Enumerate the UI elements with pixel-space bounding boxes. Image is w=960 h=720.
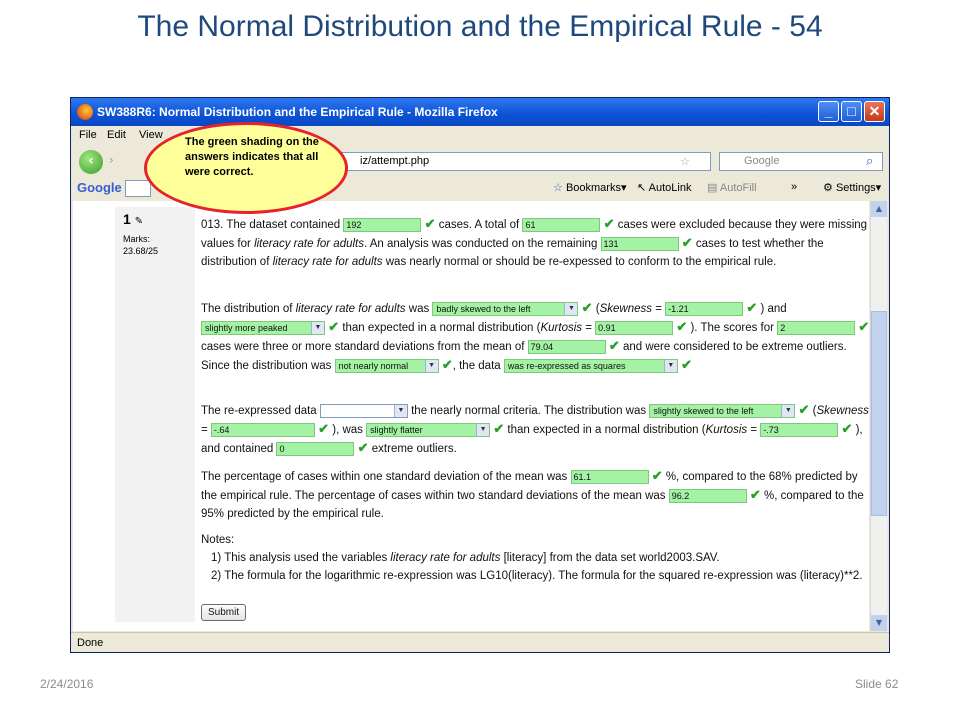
check-icon: ✔ bbox=[441, 357, 453, 372]
check-icon: ✔ bbox=[651, 468, 663, 483]
question-info-panel bbox=[115, 207, 195, 622]
submit-row bbox=[201, 603, 871, 621]
callout-text: The green shading on the answers indicates that all were correct. bbox=[185, 136, 319, 178]
check-icon: ✔ bbox=[798, 402, 810, 417]
answer-pct-one-sd[interactable]: 61.1 bbox=[571, 470, 649, 484]
marks bbox=[123, 233, 158, 257]
check-icon: ✔ bbox=[328, 319, 340, 334]
answer-normality-select[interactable]: not nearly normal ▼ bbox=[335, 359, 439, 373]
submit-button[interactable]: Submit bbox=[201, 604, 246, 621]
gear-icon: ⚙ bbox=[823, 182, 833, 194]
check-icon: ✔ bbox=[357, 440, 369, 455]
check-icon: ✔ bbox=[493, 421, 505, 436]
menu-file[interactable]: File bbox=[79, 129, 97, 141]
notes-title: Notes: bbox=[201, 534, 235, 546]
close-button[interactable]: ✕ bbox=[864, 101, 885, 122]
autolink-icon: ↖ bbox=[637, 182, 647, 194]
question-number: 1 ✎ bbox=[123, 211, 144, 227]
answer-outliers[interactable]: 2 bbox=[777, 321, 855, 335]
slide-title: The Normal Distribution and the Empirical Rule - 54 bbox=[137, 10, 823, 43]
check-icon: ✔ bbox=[749, 487, 761, 502]
url-text: iz/attempt.php bbox=[360, 155, 430, 167]
scroll-up-arrow-icon[interactable]: ▲ bbox=[871, 201, 887, 217]
autofill-icon: ▤ bbox=[707, 182, 718, 194]
chevron-down-icon: ▼ bbox=[476, 424, 489, 436]
google-toolbar-logo: Google bbox=[77, 180, 122, 195]
check-icon: ✔ bbox=[603, 216, 615, 231]
check-icon: ✔ bbox=[581, 300, 593, 315]
settings-button[interactable]: ⚙ Settings▾ bbox=[823, 182, 882, 194]
check-icon: ✔ bbox=[681, 357, 692, 372]
answer-cases-total[interactable]: 192 bbox=[343, 218, 421, 232]
status-bar bbox=[71, 632, 889, 652]
check-icon: ✔ bbox=[841, 421, 853, 436]
scroll-down-arrow-icon[interactable]: ▼ bbox=[871, 615, 887, 631]
scrollbar-thumb[interactable] bbox=[871, 311, 887, 516]
answer-reexp-kurtosis[interactable]: -.73 bbox=[760, 423, 838, 437]
chevron-down-icon: ▼ bbox=[425, 360, 438, 372]
bookmark-star-icon: ☆ bbox=[553, 182, 563, 194]
more-tools-button[interactable]: » bbox=[791, 181, 798, 193]
slide-number: Slide 62 bbox=[855, 677, 899, 691]
back-button[interactable]: ‹ bbox=[79, 150, 103, 174]
answer-reexp-outliers[interactable]: 0 bbox=[276, 442, 354, 456]
check-icon: ✔ bbox=[318, 421, 330, 436]
chevron-down-icon: ▼ bbox=[781, 405, 794, 417]
page-content bbox=[73, 201, 869, 631]
menu-edit[interactable]: Edit bbox=[107, 129, 126, 141]
answer-reexp-kurtosis-select[interactable]: slightly flatter ▼ bbox=[366, 423, 490, 437]
chevron-down-icon: ▼ bbox=[564, 303, 577, 315]
menu-view[interactable]: View bbox=[139, 129, 163, 141]
maximize-button[interactable]: □ bbox=[841, 101, 862, 122]
answer-mean[interactable]: 79.04 bbox=[528, 340, 606, 354]
note-2: 2) The formula for the logarithmic re-expression was LG10(literacy). The formula for the squared re-expression was (literacy)**2. bbox=[211, 570, 863, 582]
edit-icon: ✎ bbox=[134, 216, 144, 227]
title-bar bbox=[71, 98, 889, 126]
marks-label: Marks: bbox=[123, 234, 150, 244]
check-icon: ✔ bbox=[681, 235, 693, 250]
answer-reexpression-select[interactable]: was re-expressed as squares ▼ bbox=[504, 359, 678, 373]
google-toolbar-search[interactable] bbox=[125, 180, 151, 197]
answer-reexp-skew-select[interactable]: slightly skewed to the left ▼ bbox=[649, 404, 795, 418]
window-title: SW388R6: Normal Distribution and the Empirical Rule - Mozilla Firefox bbox=[97, 105, 498, 119]
answer-reexp-skewness[interactable]: -.64 bbox=[211, 423, 315, 437]
search-placeholder: Google bbox=[744, 155, 780, 167]
forward-button[interactable]: › bbox=[109, 153, 114, 167]
search-input[interactable] bbox=[719, 152, 883, 171]
answer-skew-select[interactable]: badly skewed to the left ▼ bbox=[432, 302, 578, 316]
search-icon[interactable]: ⌕ bbox=[866, 153, 874, 168]
notes bbox=[201, 531, 871, 585]
check-icon: ✔ bbox=[424, 216, 436, 231]
star-icon[interactable]: ☆ bbox=[680, 156, 690, 168]
firefox-logo-icon bbox=[77, 104, 93, 120]
check-icon: ✔ bbox=[746, 300, 758, 315]
answer-cases-remaining[interactable]: 131 bbox=[601, 237, 679, 251]
note-1: 1) This analysis used the variables literacy rate for adults [literacy] from the data set world2003.SAV. bbox=[211, 552, 720, 564]
check-icon: ✔ bbox=[608, 338, 620, 353]
autolink-button[interactable]: ↖ AutoLink bbox=[637, 182, 692, 194]
question-paragraph-1: 013. The dataset contained 192 ✔ cases. A total of 61 ✔ cases were excluded because they were missing values for literacy rate for adults. An analysis was conducted on the remaining 131 ✔ cases to test whether the distribution of literacy rate for adults was nearly normal or should be re-expessed to conform to the empirical rule. bbox=[201, 216, 868, 268]
answer-criteria-select[interactable] bbox=[320, 404, 408, 418]
chevron-down-icon: ▼ bbox=[664, 360, 677, 372]
minimize-button[interactable]: _ bbox=[818, 101, 839, 122]
vertical-scrollbar[interactable] bbox=[870, 201, 887, 631]
question-paragraph-2: The distribution of literacy rate for adults was badly skewed to the left ▼ ✔ (Skewness = -1.21 ✔ ) and slightly more peaked ▼ ✔ than expected in a normal distribution (Kurtosis = 0.91 ✔ ). The scores for 2 ✔ cases were three or more standard deviations from the mean of 79.04 ✔ and were considered to be extreme outliers. Since the distribution was not nearly normal ▼ ✔, the data was re-expressed as squares ▼ ✔ bbox=[201, 300, 870, 372]
callout-annotation bbox=[144, 122, 348, 214]
check-icon: ✔ bbox=[858, 319, 870, 334]
answer-cases-excluded[interactable]: 61 bbox=[522, 218, 600, 232]
marks-value: 23.68/25 bbox=[123, 246, 159, 256]
check-icon: ✔ bbox=[676, 319, 688, 334]
chevron-down-icon: ▼ bbox=[394, 405, 407, 417]
autofill-button[interactable]: ▤ AutoFill bbox=[707, 182, 757, 194]
bookmarks-button[interactable]: ☆ Bookmarks▾ bbox=[553, 182, 627, 194]
question-paragraph-3: The re-expressed data ▼ the nearly normal criteria. The distribution was slightly skewed to the left ▼ ✔ (Skewness = -.64 ✔ ), was slightly flatter ▼ ✔ than expected in a normal distribution (Kurtosis = -.73 ✔ ), and contained 0 ✔ extreme outliers. bbox=[201, 402, 869, 455]
question-paragraph-4: The percentage of cases within one standard deviation of the mean was 61.1 ✔ %, compared to the 68% predicted by the empirical rule. The percentage of cases within two standard deviations of the mean was 96.2 ✔ %, compared to the 95% predicted by the empirical rule. bbox=[201, 468, 864, 520]
chevron-down-icon: ▼ bbox=[311, 322, 324, 334]
answer-skewness[interactable]: -1.21 bbox=[665, 302, 743, 316]
answer-kurtosis-select[interactable]: slightly more peaked ▼ bbox=[201, 321, 325, 335]
slide-date: 2/24/2016 bbox=[40, 677, 94, 691]
answer-pct-two-sd[interactable]: 96.2 bbox=[669, 489, 747, 503]
status-text: Done bbox=[77, 637, 104, 649]
answer-kurtosis[interactable]: 0.91 bbox=[595, 321, 673, 335]
